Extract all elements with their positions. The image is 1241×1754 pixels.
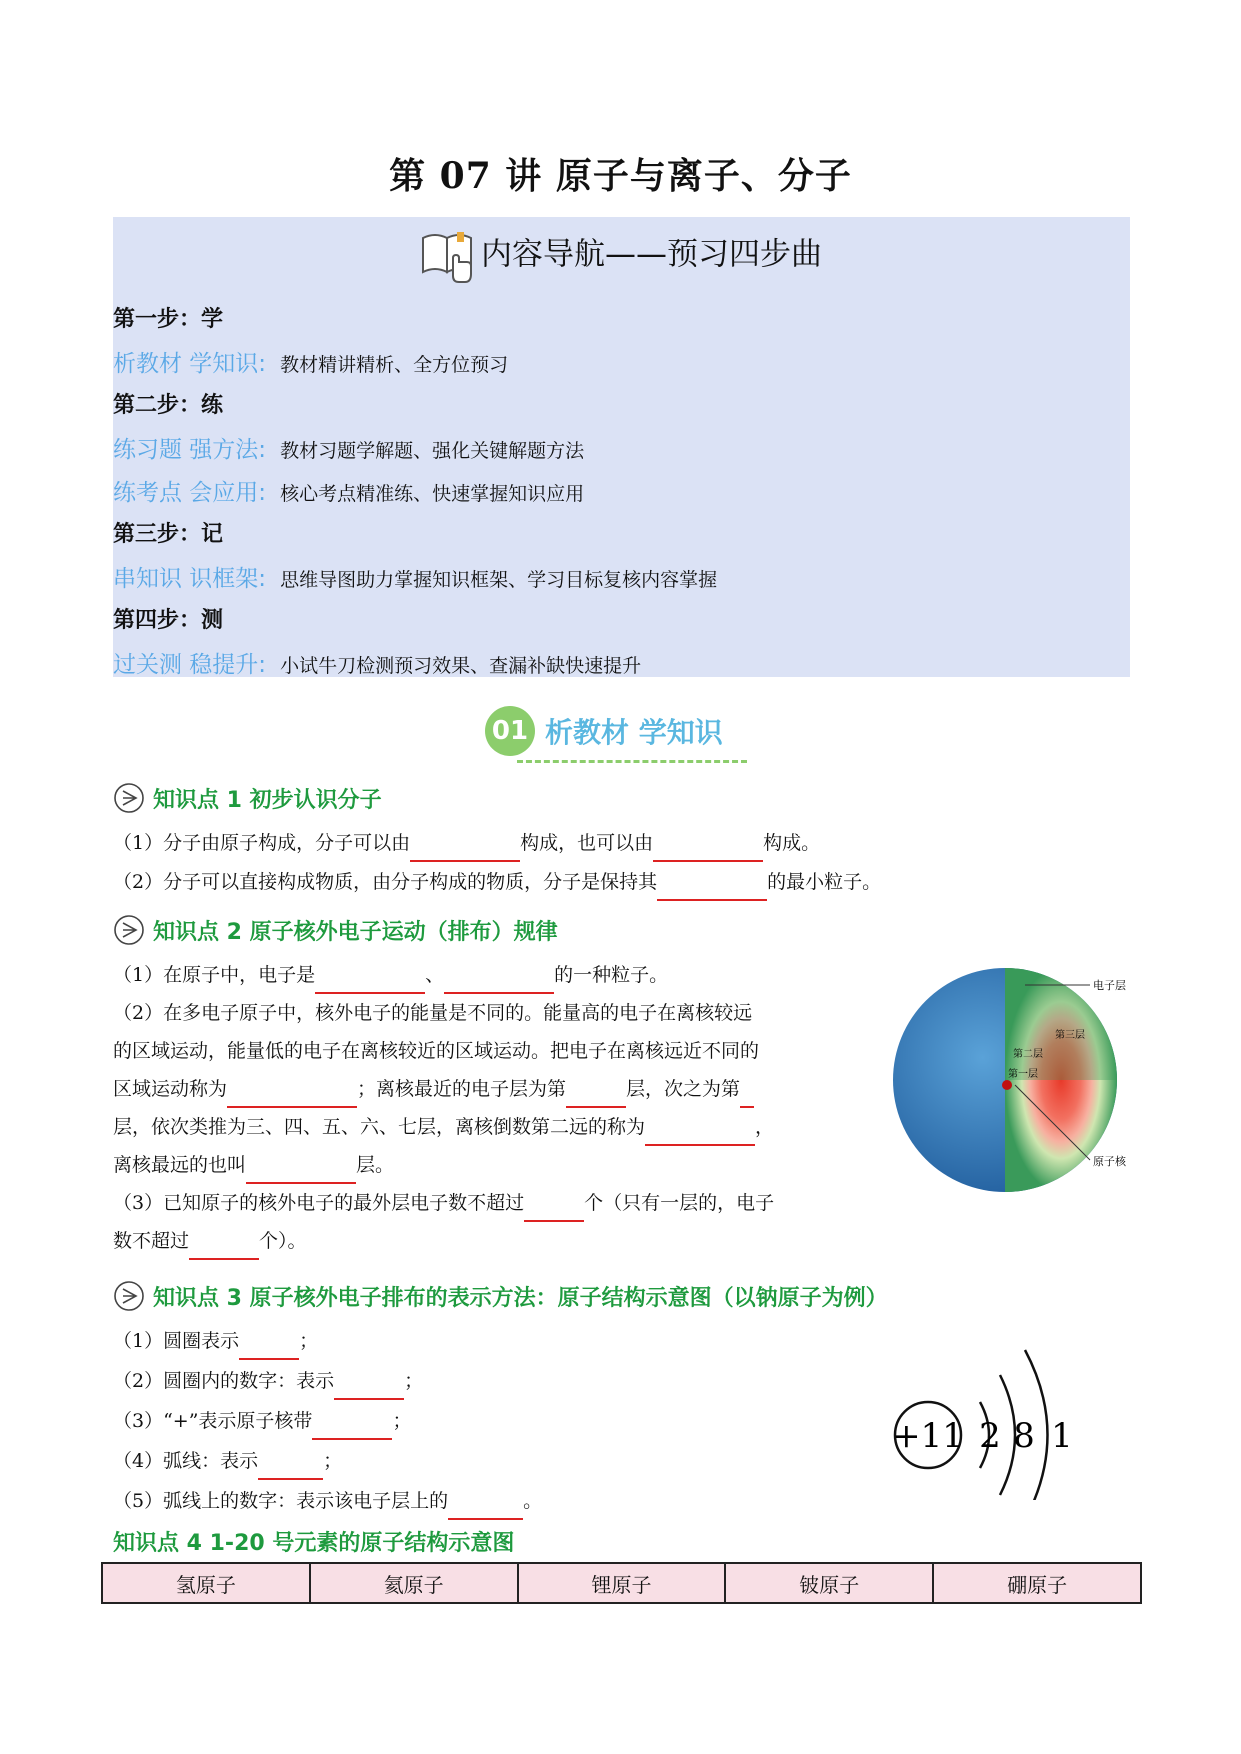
kp2-title-text: 知识点 2 原子核外电子运动（排布）规律	[153, 919, 558, 945]
step-2: 第二步：练	[113, 392, 224, 418]
item-label: 析教材 学知识:	[113, 351, 267, 377]
nucleus-dot	[1002, 1080, 1012, 1090]
kp2-line-8	[113, 1222, 307, 1260]
item-desc: 小试牛刀检测预习效果、查漏补缺快速提升	[280, 655, 642, 677]
kp1-title-text: 知识点 1 初步认识分子	[153, 787, 382, 813]
book-pointer-icon	[419, 228, 477, 284]
kp2-line-3: 的区域运动，能量低的电子在离核较近的区域运动。把电子在离核远近不同的	[113, 1040, 760, 1062]
item-label: 练习题 强方法:	[113, 437, 267, 463]
text: 层。	[356, 1154, 395, 1176]
text: （1）圆圈表示	[113, 1330, 240, 1352]
table-header-cell: 氢原子	[102, 1563, 310, 1603]
text: ；	[404, 1370, 424, 1392]
text: ；离核最近的电子层为第	[357, 1078, 567, 1100]
label-layer-3: 第三层	[1055, 1030, 1085, 1041]
nav-heading-text: 内容导航——预习四步曲	[481, 236, 822, 273]
step-4: 第四步：测	[113, 607, 224, 633]
text: （4）弧线：表示	[113, 1450, 259, 1472]
step-3-item	[113, 560, 717, 593]
text: ；	[392, 1410, 412, 1432]
text: ；	[323, 1450, 343, 1472]
arrow-circle-icon	[113, 1280, 145, 1312]
text: 层，次之为第	[626, 1078, 741, 1100]
step-1: 第一步：学	[113, 306, 224, 332]
item-label: 过关测 稳提升:	[113, 652, 267, 678]
text: （3）已知原子的核外电子的最外层电子数不超过	[113, 1192, 525, 1214]
text: 的一种粒子。	[554, 964, 669, 986]
answer-blank[interactable]	[524, 1196, 584, 1222]
answer-blank[interactable]	[334, 1374, 404, 1400]
kp2-line-5	[113, 1108, 774, 1146]
table-row	[102, 1563, 1141, 1603]
item-label: 串知识 识框架:	[113, 566, 267, 592]
text: （2）圆圈内的数字：表示	[113, 1370, 335, 1392]
answer-blank[interactable]	[410, 836, 520, 862]
table-header-cell: 氦原子	[310, 1563, 518, 1603]
step-4-item	[113, 646, 641, 679]
shell-1-count: 2	[979, 1416, 1001, 1456]
answer-blank[interactable]	[566, 1082, 626, 1108]
text: 、	[425, 964, 445, 986]
page-title: 第 07 讲 原子与离子、分子	[389, 155, 852, 197]
answer-blank[interactable]	[448, 1494, 523, 1520]
text: 个（只有一层的，电子	[584, 1192, 775, 1214]
kp2-line-6	[113, 1146, 394, 1184]
kp2-title	[113, 914, 558, 946]
section-underline	[517, 760, 747, 763]
kp3-line-2	[113, 1362, 423, 1400]
answer-blank[interactable]	[444, 968, 554, 994]
text: ，	[755, 1116, 775, 1138]
label-layer-2: 第二层	[1013, 1049, 1043, 1060]
label-electron-layer: 电子层	[1093, 979, 1126, 992]
item-desc: 思维导图助力掌握知识框架、学习目标复核内容掌握	[280, 569, 718, 591]
text: （1）分子由原子构成，分子可以由	[113, 832, 411, 854]
answer-blank[interactable]	[189, 1234, 259, 1260]
text: 构成，也可以由	[520, 832, 654, 854]
text: 层，依次类推为三、四、五、六、七层，离核倒数第二远的称为	[113, 1116, 646, 1138]
kp1-title	[113, 782, 382, 814]
atom-structure-table	[101, 1562, 1142, 1604]
kp2-line-1	[113, 956, 668, 994]
kp3-title	[113, 1280, 888, 1312]
item-desc: 核心考点精准练、快速掌握知识应用	[280, 483, 585, 505]
text: （1）在原子中，电子是	[113, 964, 316, 986]
answer-blank[interactable]	[239, 1334, 299, 1360]
answer-blank[interactable]	[645, 1120, 755, 1146]
nav-heading	[0, 228, 1241, 284]
arrow-circle-icon	[113, 914, 145, 946]
text: 。	[523, 1490, 543, 1512]
answer-blank[interactable]	[227, 1082, 357, 1108]
step-1-item	[113, 345, 508, 378]
text: 构成。	[763, 832, 821, 854]
section-number: 01	[485, 706, 535, 756]
item-desc: 教材精讲精析、全方位预习	[280, 354, 509, 376]
label-nucleus: 原子核	[1093, 1155, 1126, 1168]
text: 数不超过	[113, 1230, 190, 1252]
table-header-cell: 铍原子	[725, 1563, 933, 1603]
answer-blank[interactable]	[312, 1414, 392, 1440]
label-layer-1: 第一层	[1008, 1069, 1038, 1080]
kp2-line-4	[113, 1070, 754, 1108]
kp3-line-3	[113, 1402, 411, 1440]
arrow-circle-icon	[113, 782, 145, 814]
text: 离核最远的也叫	[113, 1154, 247, 1176]
answer-blank[interactable]	[657, 875, 767, 901]
kp2-line-2: （2）在多电子原子中，核外电子的能量是不同的。能量高的电子在离核较远	[113, 1002, 753, 1024]
item-desc: 教材习题学解题、强化关键解题方法	[280, 440, 585, 462]
item-label: 练考点 会应用:	[113, 480, 267, 506]
kp1-line-2	[113, 863, 881, 901]
answer-blank[interactable]	[246, 1158, 356, 1184]
kp3-line-4	[113, 1442, 342, 1480]
text: （5）弧线上的数字：表示该电子层上的	[113, 1490, 449, 1512]
text: 个）。	[259, 1230, 307, 1252]
sodium-structure-diagram	[890, 1330, 1090, 1500]
step-3: 第三步：记	[113, 521, 224, 547]
kp4-title-text: 知识点 4 1-20 号元素的原子结构示意图	[113, 1531, 515, 1556]
nucleus-charge: +11	[892, 1416, 964, 1456]
answer-blank[interactable]	[315, 968, 425, 994]
section-badge	[485, 706, 747, 763]
kp4-title	[113, 1526, 514, 1557]
shell-2-count: 8	[1013, 1416, 1035, 1456]
text: （2）分子可以直接构成物质，由分子构成的物质，分子是保持其	[113, 871, 658, 893]
table-header-cell: 锂原子	[518, 1563, 726, 1603]
table-header-cell: 硼原子	[933, 1563, 1141, 1603]
section-label: 析教材 学知识	[545, 716, 723, 749]
answer-blank[interactable]	[258, 1454, 323, 1480]
step-2-item-2	[113, 474, 584, 507]
kp3-line-5	[113, 1482, 542, 1520]
kp2-line-7	[113, 1184, 774, 1222]
answer-blank[interactable]	[653, 836, 763, 862]
text: 区域运动称为	[113, 1078, 228, 1100]
kp3-line-1	[113, 1322, 318, 1360]
atom-shell-diagram	[885, 955, 1155, 1205]
text: ；	[299, 1330, 319, 1352]
kp3-title-text: 知识点 3 原子核外电子排布的表示方法：原子结构示意图（以钠原子为例）	[153, 1285, 888, 1311]
step-2-item-1	[113, 431, 584, 464]
text: （3）“+”表示原子核带	[113, 1410, 313, 1432]
kp1-line-1	[113, 824, 820, 862]
shell-3-count: 1	[1051, 1416, 1073, 1456]
answer-blank[interactable]	[740, 1082, 754, 1108]
text: 的最小粒子。	[767, 871, 882, 893]
